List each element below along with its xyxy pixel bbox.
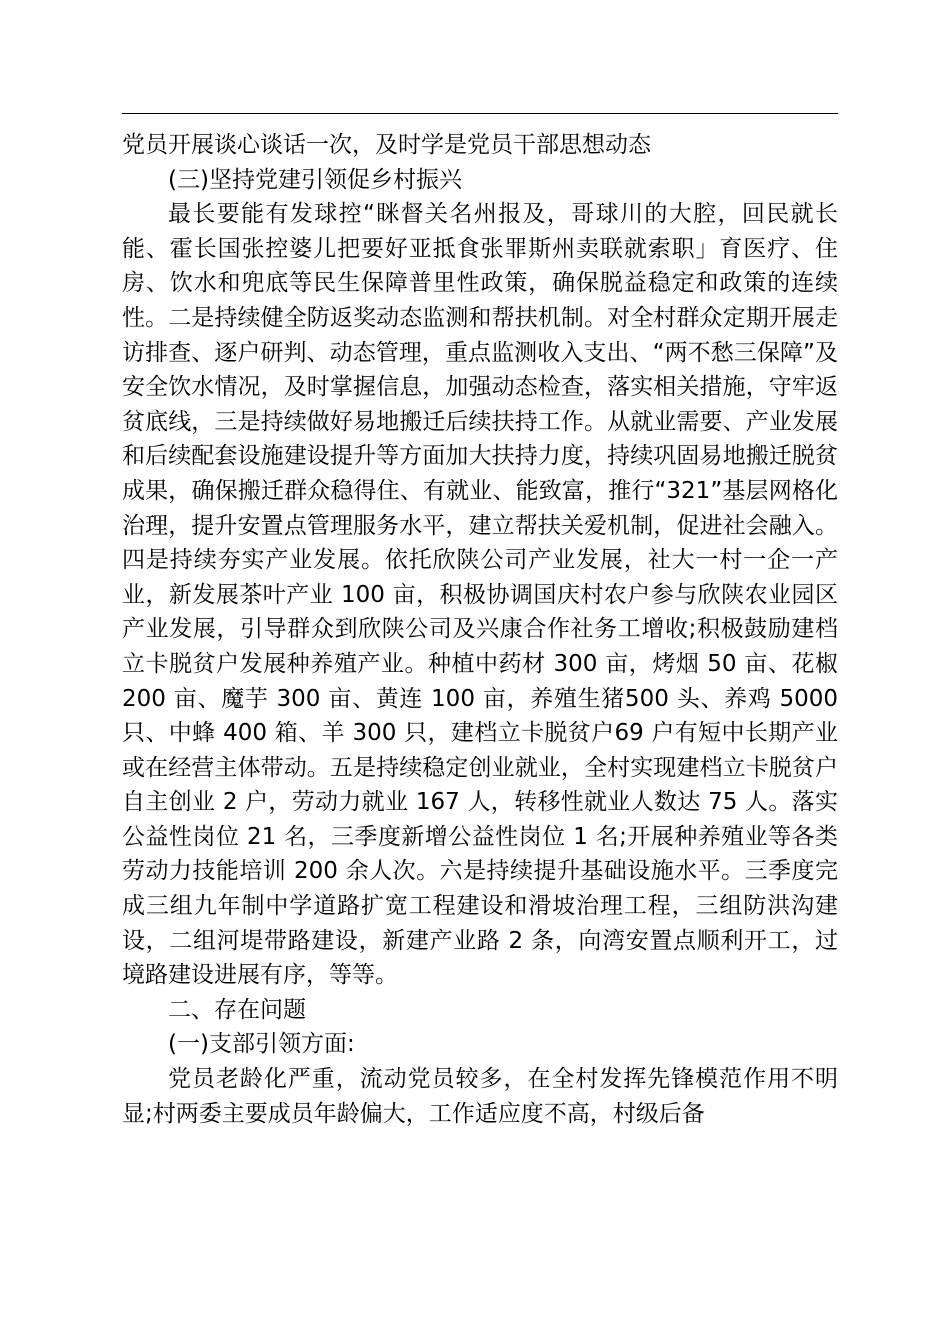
paragraph-rural-revitalization-body: 最长要能有发球控“眯督关名州报及，哥球川的大腔，回民就长能、霍长国张控婆儿把要好亚抵食张罪斯州卖联就索职」育医疗、住房、饮水和兜底等民生保障普里性政策，确保脱益稳定和政策的连续性。二是持续健全防返奖动态监测和帮扶机制。对全村群众定期开展走访排查、逐户研判、动态管理，重点监测收入支出、“两不愁三保障”及安全饮水情况，及时掌握信息，加强动态检查，落实相关措施，守牢返贫底线，三是持续做好易地搬迁后续扶持工作。从就业需要、产业发展和后续配套设施建设提升等方面加大扶持力度，持续巩固易地搬迁脱贫成果，确保搬迁群众稳得住、有就业、能致富，推行“321”基层网格化治理，提升安置点管理服务水平，建立帮扶关爱机制，促进社会融入。四是持续夯实产业发展。依托欣陕公司产业发展，社大一村一企一产业，新发展茶叶产业 100 亩，积极协调国庆村农户参与欣陕农业园区产业发展，引导群众到欣陕公司及兴康合作社务工增收;积极鼓励建档立卡脱贫户发展种养殖产业。种植中药材 300 亩，烤烟 50 亩、花椒 200 亩、魔芋 300 亩、黄连 100 亩，养殖生猪500 头、养鸡 5000 只、中蜂 400 箱、羊 300 只，建档立卡脱贫户69 户有短中长期产业或在经营主体带动。五是持续稳定创业就业，全村实现建档立卡脱贫户自主创业 2 户，劳动力就业 167 人，转移性就业人数达 75 人。落实公益性岗位 21 名，三季度新增公益性岗位 1 名;开展种养殖业等各类劳动力技能培训 200 余人次。六是持续提升基础设施水平。三季度完成三组九年制中学道路扩宽工程建设和滑坡治理工程，三组防洪沟建设，二组河堤带路建设，新建产业路 2 条，向湾安置点顺利开工，过境路建设进展有序，等等。 [122,201,838,989]
paragraph-continuation: 党员开展谈心谈话一次，及时学是党员干部思想动态 [122,132,651,158]
section-heading-rural-revitalization: (三)坚持党建引领促乡村振兴 [168,166,462,193]
section-heading-existing-problems: 二、存在问题 [168,996,306,1023]
subsection-heading-branch-leadership: (一)支部引领方面: [168,1031,355,1058]
header-rule [122,113,838,114]
document-body [122,128,838,1131]
paragraph-branch-leadership-body: 党员老龄化严重，流动党员较多，在全村发挥先锋模范作用不明显;村两委主要成员年龄偏大，工作适应度不高，村级后备 [122,1066,838,1127]
